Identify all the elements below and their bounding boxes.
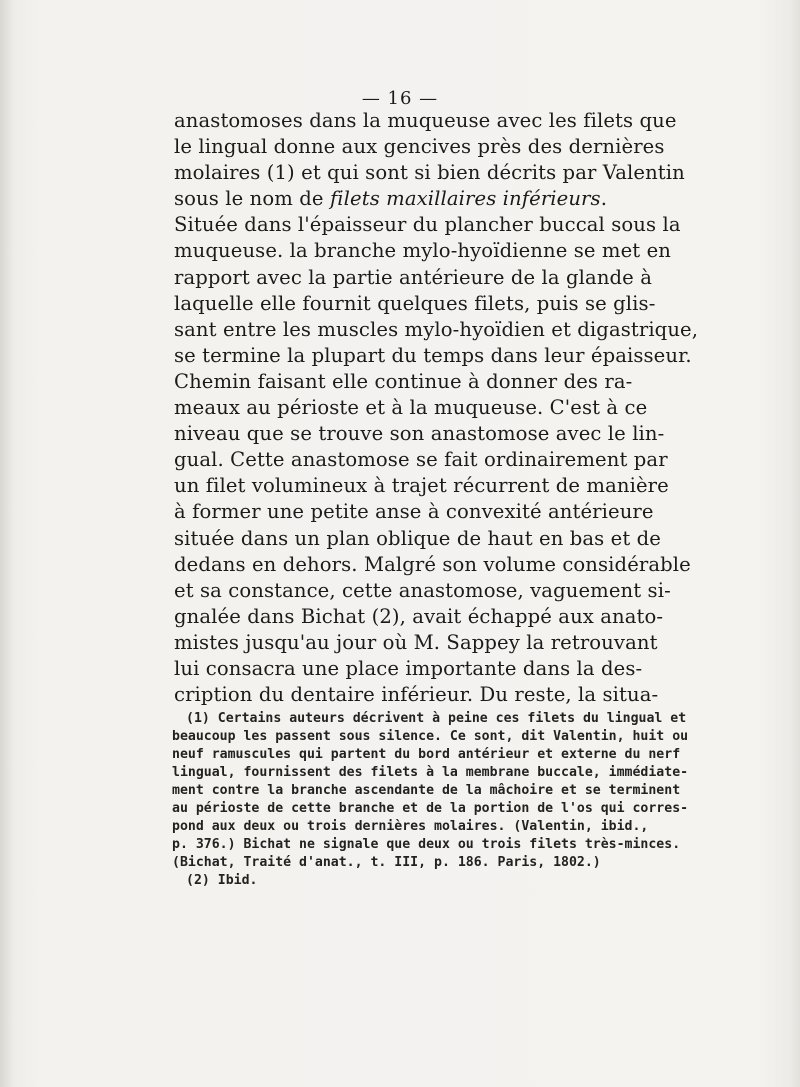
- text-line: gual. Cette anastomose se fait ordinairement par: [174, 448, 668, 472]
- text-line: [174, 186, 608, 212]
- text-line: dedans en dehors. Malgré son volume considérable: [174, 552, 691, 576]
- text-line: Chemin faisant elle continue à donner des ra-: [174, 369, 633, 393]
- footnote-1: [172, 710, 689, 872]
- footnote-2: (2) Ibid.: [186, 873, 258, 888]
- footnote-line: beaucoup les passent sous silence. Ce sont, dit Valentin, huit ou: [172, 729, 689, 744]
- text-line: anastomoses dans la muqueuse avec les filets que: [174, 109, 677, 132]
- footnote-line: (Bichat, Traité d'anat., t. III, p. 186. Paris, 1802.): [172, 855, 601, 870]
- text-line: rapport avec la partie antérieure de la glande à: [174, 265, 652, 289]
- text-line: gnalée dans Bichat (2), avait échappé aux anato-: [174, 604, 664, 628]
- text-line: située dans un plan oblique de haut en bas et de: [174, 526, 661, 550]
- text-line: le lingual donne aux gencives près des dernières: [174, 135, 665, 159]
- footnotes: [172, 710, 689, 890]
- text-line: muqueuse. la branche mylo-hyoïdienne se met en: [174, 239, 672, 263]
- footnote-line: p. 376.) Bichat ne signale que deux ou trois filets très-minces.: [172, 837, 681, 852]
- text-line: à former une petite anse à convexité antérieure: [174, 500, 654, 524]
- body-text: [174, 108, 699, 708]
- footnote-line: au périoste de cette branche et de la portion de l'os qui corres-: [172, 801, 689, 816]
- text-fragment: sous le nom de: [174, 187, 330, 211]
- footnote-line: neuf ramuscules qui partent du bord antérieur et externe du nerf: [172, 747, 681, 762]
- text-line: un filet volumineux à trajet récurrent de manière: [174, 474, 669, 498]
- paragraph-2: [174, 212, 699, 369]
- text-line: laquelle elle fournit quelques filets, puis se glis-: [174, 291, 656, 315]
- text-line: lui consacra une place importante dans la des-: [174, 656, 643, 680]
- text-line: sant entre les muscles mylo-hyoïdien et digastrique,: [174, 317, 699, 341]
- footnote-line: pond aux deux ou trois dernières molaires. (Valentin, ibid.,: [172, 819, 649, 834]
- text-line: cription du dentaire inférieur. Du reste, la situa-: [174, 683, 659, 707]
- text-line: Située dans l'épaisseur du plancher buccal sous la: [174, 213, 681, 237]
- footnote-line: (1) Certains auteurs décrivent à peine ces filets du lingual et: [186, 711, 687, 726]
- text-line: niveau que se trouve son anastomose avec le lin-: [174, 422, 665, 446]
- footnote-line: ment contre la branche ascendante de la mâchoire et se terminent: [172, 783, 681, 798]
- text-line: meaux au périoste et à la muqueuse. C'est à ce: [174, 396, 648, 420]
- text-line: se termine la plupart du temps dans leur épaisseur.: [174, 343, 692, 367]
- paragraph-3: [174, 369, 691, 708]
- text-line: et sa constance, cette anastomose, vaguement si-: [174, 578, 671, 602]
- paragraph-1: [174, 108, 685, 212]
- text-line: mistes jusqu'au jour où M. Sappey la retrouvant: [174, 630, 658, 654]
- text-line: molaires (1) et qui sont si bien décrits par Valentin: [174, 161, 685, 185]
- italic-term: filets maxillaires inférieurs: [329, 187, 601, 211]
- footnote-line: lingual, fournissent des filets à la membrane buccale, immédiate-: [172, 765, 689, 780]
- page-number: — 16 —: [361, 88, 439, 109]
- text-fragment: .: [600, 187, 608, 211]
